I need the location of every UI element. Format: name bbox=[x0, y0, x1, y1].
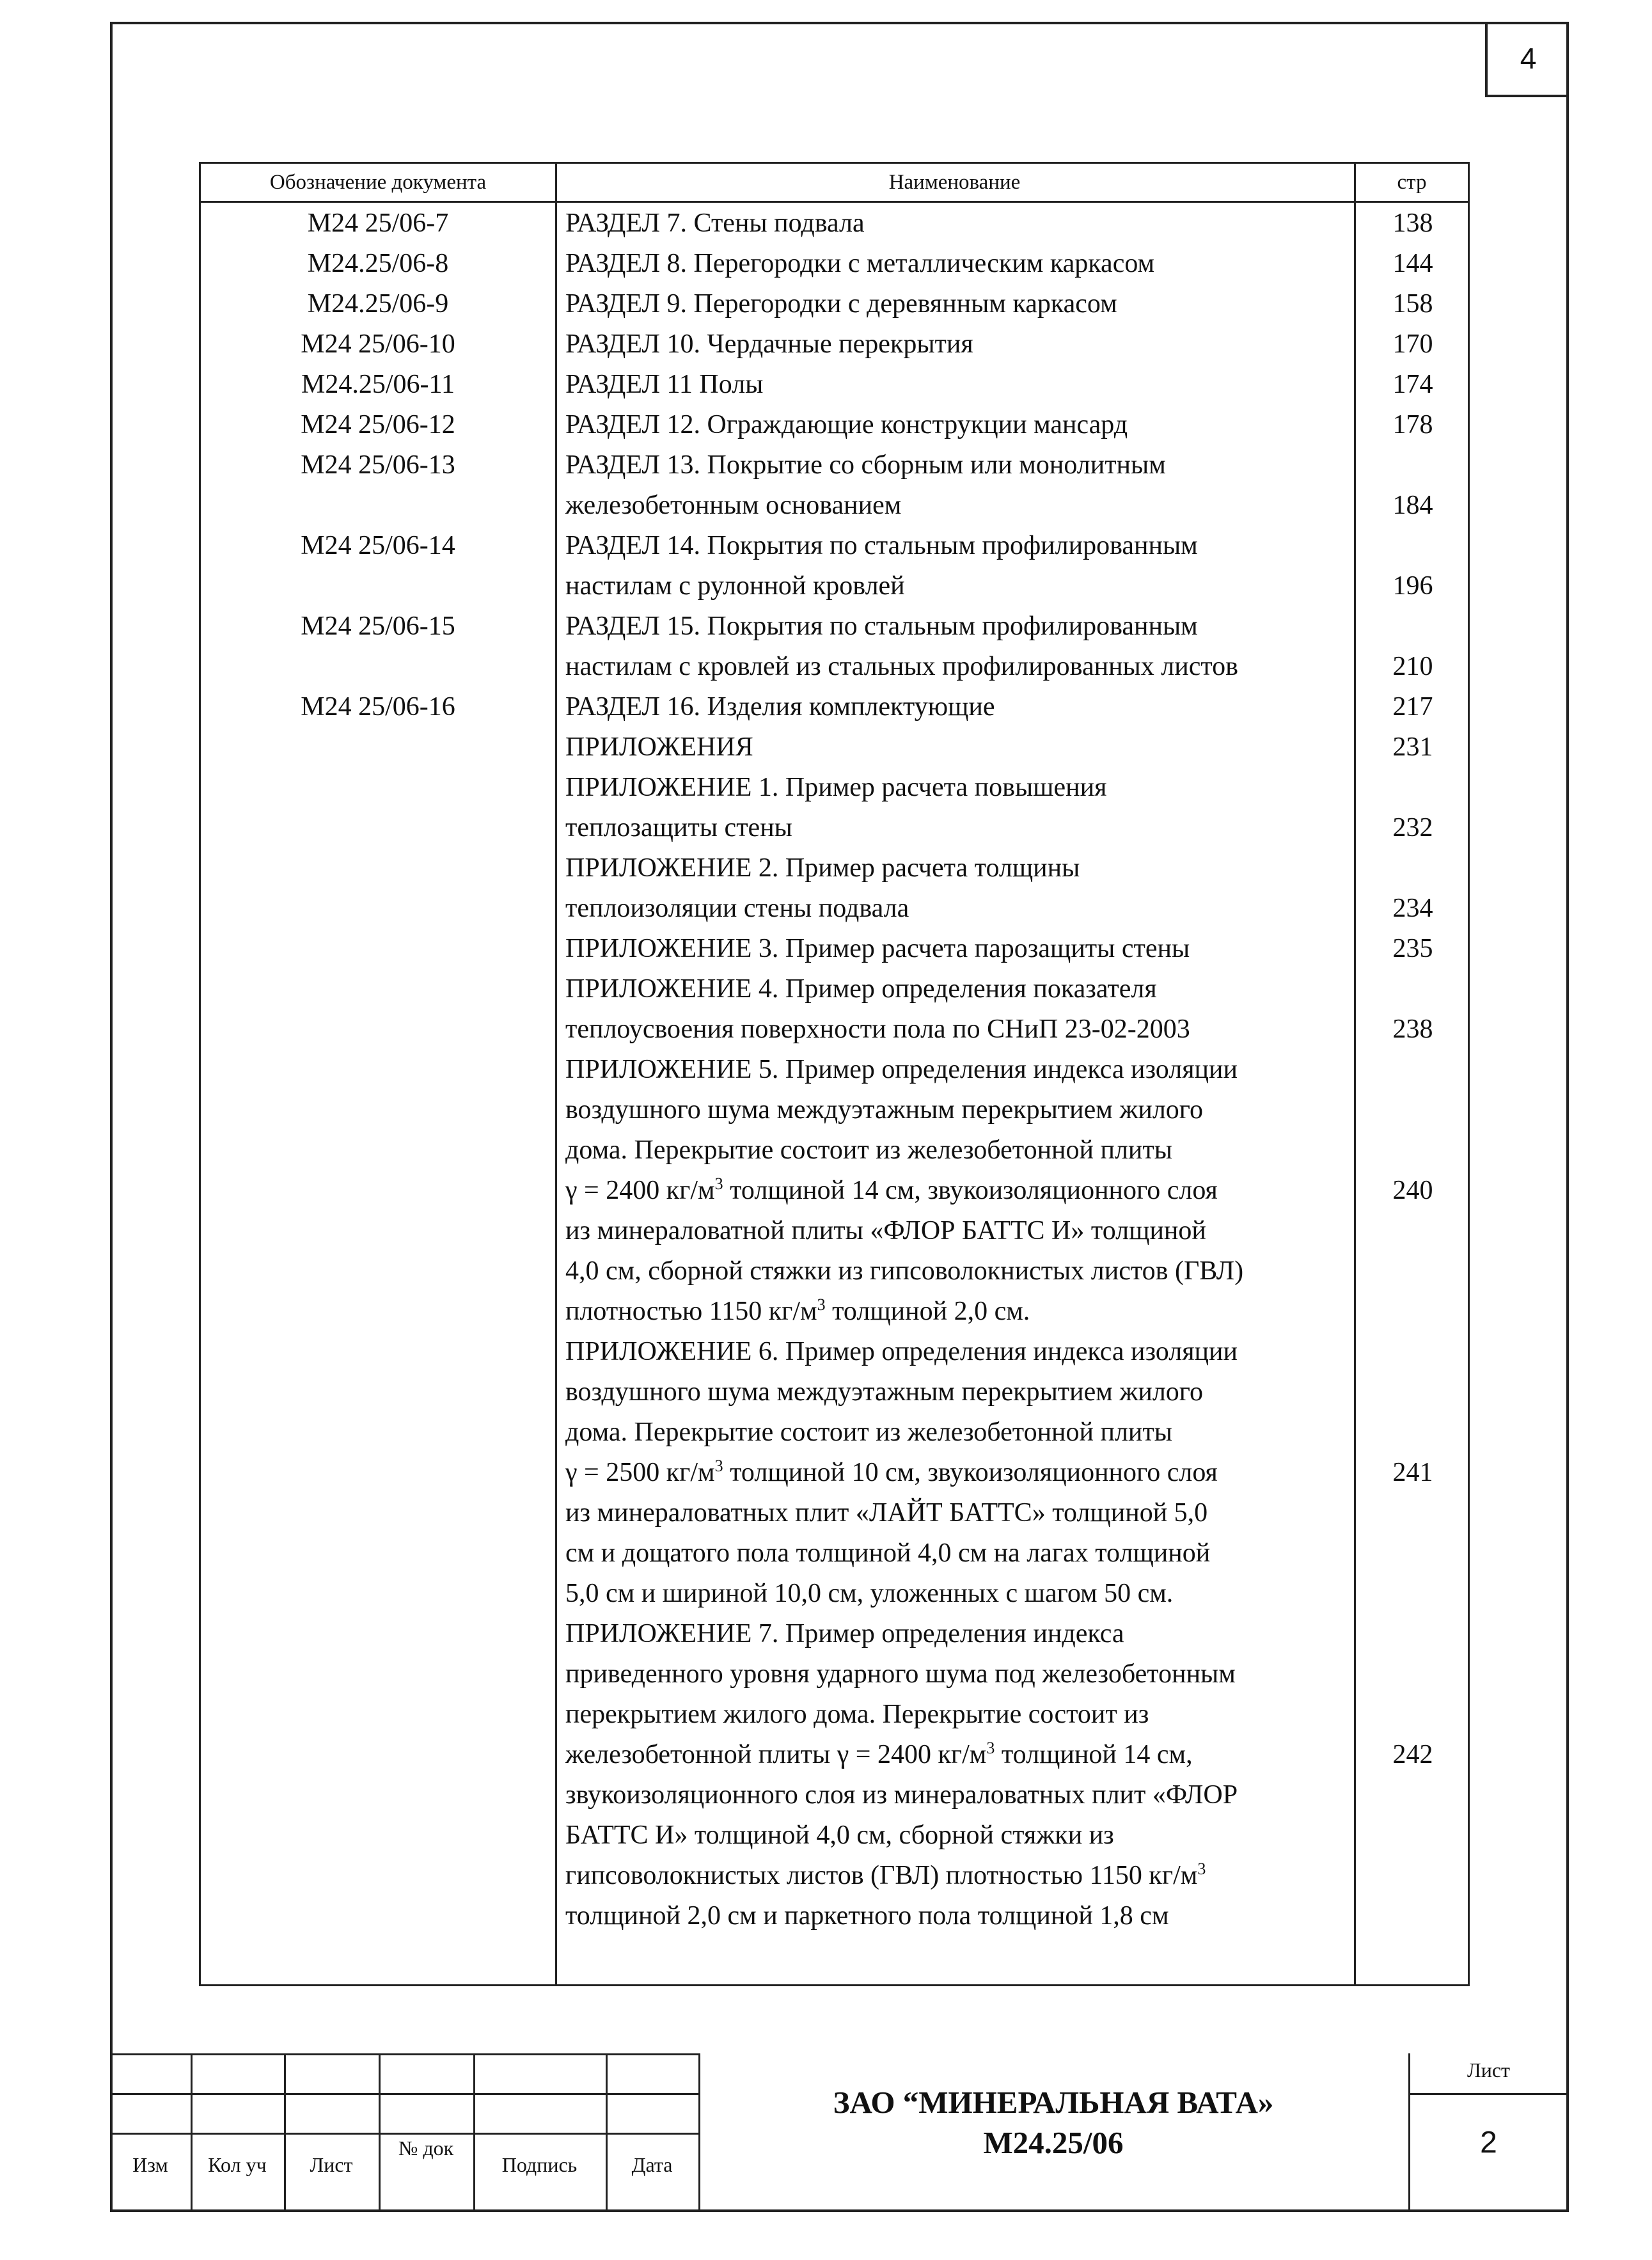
row-page: 170 bbox=[1392, 329, 1433, 359]
row-page: 196 bbox=[1392, 571, 1433, 601]
stamp-line bbox=[1408, 2093, 1569, 2095]
row-code: М24 25/06-12 bbox=[301, 410, 455, 439]
header-designation: Обозначение документа bbox=[269, 170, 487, 194]
row-title-line: ПРИЛОЖЕНИЕ 1. Пример расчета повышения bbox=[565, 773, 1107, 802]
stamp-label-kol-uch: Кол уч bbox=[208, 2153, 267, 2176]
document-code: М24.25/06 bbox=[983, 2125, 1124, 2160]
stamp-line bbox=[110, 2053, 698, 2055]
row-title-line: гипсоволокнистых листов (ГВЛ) плотностью 1150 $кг/м^3$ bbox=[565, 1860, 1206, 1890]
row-title-line: плотностью 1150 $кг/м^3$ толщиной 2,0 см. bbox=[565, 1295, 1030, 1326]
row-page: 217 bbox=[1392, 692, 1433, 722]
row-title-line: РАЗДЕЛ 15. Покрытия по стальным профилированным bbox=[565, 612, 1198, 641]
row-title-line: РАЗДЕЛ 9. Перегородки с деревянным каркасом bbox=[565, 289, 1117, 319]
row-title-line: 5,0 см и шириной 10,0 см, уложенных с шагом 50 см. bbox=[565, 1579, 1174, 1608]
stamp-label-list: Лист bbox=[310, 2153, 353, 2176]
row-title-line: железобетонным основанием bbox=[565, 491, 902, 520]
row-title-line: ПРИЛОЖЕНИЕ 3. Пример расчета парозащиты стены bbox=[565, 934, 1190, 963]
row-page: 174 bbox=[1392, 370, 1433, 399]
stamp-label-date: Дата bbox=[631, 2153, 673, 2176]
column-divider bbox=[555, 164, 557, 1984]
company-block bbox=[698, 2082, 1408, 2163]
stamp-label-signature: Подпись bbox=[501, 2153, 578, 2176]
row-title-line: железобетонной плиты γ = 2400 $кг/м^3$ толщиной 14 см, bbox=[565, 1739, 1193, 1769]
row-code: М24.25/06-8 bbox=[307, 249, 449, 278]
stamp-line bbox=[379, 2053, 381, 2212]
row-title-line: перекрытием жилого дома. Перекрытие состоит из bbox=[565, 1700, 1149, 1729]
header-page: стр bbox=[1397, 170, 1427, 194]
row-page: 235 bbox=[1392, 934, 1433, 963]
row-code: М24.25/06-9 bbox=[307, 289, 449, 319]
row-title-line: приведенного уровня ударного шума под железобетонным bbox=[565, 1659, 1236, 1689]
row-title-line: РАЗДЕЛ 11 Полы bbox=[565, 370, 764, 399]
header-name: Наименование bbox=[888, 170, 1021, 194]
row-title-line: теплозащиты стены bbox=[565, 813, 792, 842]
row-title-line: ПРИЛОЖЕНИЕ 7. Пример определения индекса bbox=[565, 1619, 1124, 1648]
row-page: 242 bbox=[1392, 1740, 1433, 1769]
row-title-line: дома. Перекрытие состоит из железобетонной плиты bbox=[565, 1418, 1172, 1447]
row-title-line: 4,0 см, сборной стяжки из гипсоволокнистых листов (ГВЛ) bbox=[565, 1256, 1244, 1286]
row-page: 240 bbox=[1392, 1176, 1433, 1205]
row-page: 231 bbox=[1392, 732, 1433, 762]
row-page: 144 bbox=[1392, 249, 1433, 278]
header-divider bbox=[201, 201, 1468, 203]
row-page: 184 bbox=[1392, 491, 1433, 520]
stamp-line bbox=[110, 2093, 698, 2095]
row-code: М24.25/06-11 bbox=[301, 370, 455, 399]
row-page: 232 bbox=[1392, 813, 1433, 842]
row-code: М24 25/06-16 bbox=[301, 692, 455, 722]
stamp-label-doc-no: № док bbox=[398, 2137, 454, 2160]
row-title-line: толщиной 2,0 см и паркетного пола толщиной 1,8 см bbox=[565, 1901, 1169, 1931]
row-title-line: из минераловатной плиты «ФЛОР БАТТС И» толщиной bbox=[565, 1216, 1206, 1245]
row-title-line: теплоусвоения поверхности пола по СНиП 23-02-2003 bbox=[565, 1015, 1190, 1044]
row-title-line: см и дощатого пола толщиной 4,0 см на лагах толщиной bbox=[565, 1538, 1211, 1568]
row-title-line: ПРИЛОЖЕНИЕ 2. Пример расчета толщины bbox=[565, 853, 1080, 883]
row-code: М24 25/06-13 bbox=[301, 450, 455, 480]
row-title-line: РАЗДЕЛ 10. Чердачные перекрытия bbox=[565, 329, 973, 359]
row-title-line: воздушного шума междуэтажным перекрытием жилого bbox=[565, 1377, 1203, 1407]
row-page: 178 bbox=[1392, 410, 1433, 439]
row-title-line: РАЗДЕЛ 7. Стены подвала bbox=[565, 209, 865, 238]
page-number-box: 4 bbox=[1485, 22, 1569, 97]
row-title-line: настилам с кровлей из стальных профилированных листов bbox=[565, 652, 1238, 681]
row-page: 234 bbox=[1392, 894, 1433, 923]
row-page: 210 bbox=[1392, 652, 1433, 681]
sheet-number: 2 bbox=[1480, 2126, 1497, 2160]
row-title-line: настилам с рулонной кровлей bbox=[565, 571, 905, 601]
stamp-line bbox=[284, 2053, 286, 2212]
stamp-label-izm: Изм bbox=[132, 2153, 168, 2176]
row-title-line: из минераловатных плит «ЛАЙТ БАТТС» толщиной 5,0 bbox=[565, 1498, 1208, 1528]
row-code: М24 25/06-10 bbox=[301, 329, 455, 359]
row-title-line: РАЗДЕЛ 13. Покрытие со сборным или монолитным bbox=[565, 450, 1166, 480]
row-title-line: звукоизоляционного слоя из минераловатных плит «ФЛОР bbox=[565, 1780, 1238, 1810]
company-name: ЗАО “МИНЕРАЛЬНАЯ ВАТА» bbox=[833, 2085, 1274, 2120]
row-code: М24 25/06-7 bbox=[307, 209, 449, 238]
row-title-line: ПРИЛОЖЕНИЯ bbox=[565, 732, 753, 762]
row-page: 158 bbox=[1392, 289, 1433, 319]
row-page: 241 bbox=[1392, 1458, 1433, 1487]
row-title-line: РАЗДЕЛ 16. Изделия комплектующие bbox=[565, 692, 995, 722]
title-block bbox=[110, 2053, 1569, 2212]
row-title-line: γ = 2400 $кг/м^3$ толщиной 14 см, звукоизоляционного слоя bbox=[565, 1174, 1218, 1205]
row-title-line: РАЗДЕЛ 8. Перегородки с металлическим каркасом bbox=[565, 249, 1155, 278]
row-title-line: теплоизоляции стены подвала bbox=[565, 894, 909, 923]
stamp-line bbox=[110, 2133, 698, 2135]
row-title-line: дома. Перекрытие состоит из железобетонной плиты bbox=[565, 1135, 1172, 1165]
row-title-line: РАЗДЕЛ 12. Ограждающие конструкции мансард bbox=[565, 410, 1128, 439]
stamp-line bbox=[606, 2053, 608, 2212]
row-title-line: ПРИЛОЖЕНИЕ 6. Пример определения индекса изоляции bbox=[565, 1337, 1238, 1366]
row-page: 238 bbox=[1392, 1015, 1433, 1044]
row-page: 138 bbox=[1392, 209, 1433, 238]
row-title-line: РАЗДЕЛ 14. Покрытия по стальным профилированным bbox=[565, 531, 1198, 560]
row-code: М24 25/06-14 bbox=[301, 531, 455, 560]
row-code: М24 25/06-15 bbox=[301, 612, 455, 641]
row-title-line: воздушного шума междуэтажным перекрытием жилого bbox=[565, 1095, 1203, 1125]
row-title-line: ПРИЛОЖЕНИЕ 4. Пример определения показателя bbox=[565, 974, 1157, 1004]
stamp-line bbox=[473, 2053, 475, 2212]
row-title-line: БАТТС И» толщиной 4,0 см, сборной стяжки из bbox=[565, 1821, 1114, 1850]
row-title-line: ПРИЛОЖЕНИЕ 5. Пример определения индекса изоляции bbox=[565, 1055, 1238, 1084]
sheet-label: Лист bbox=[1467, 2058, 1510, 2082]
row-title-line: γ = 2500 $кг/м^3$ толщиной 10 см, звукоизоляционного слоя bbox=[565, 1457, 1218, 1487]
stamp-line bbox=[191, 2053, 193, 2212]
contents-table bbox=[199, 162, 1470, 1986]
